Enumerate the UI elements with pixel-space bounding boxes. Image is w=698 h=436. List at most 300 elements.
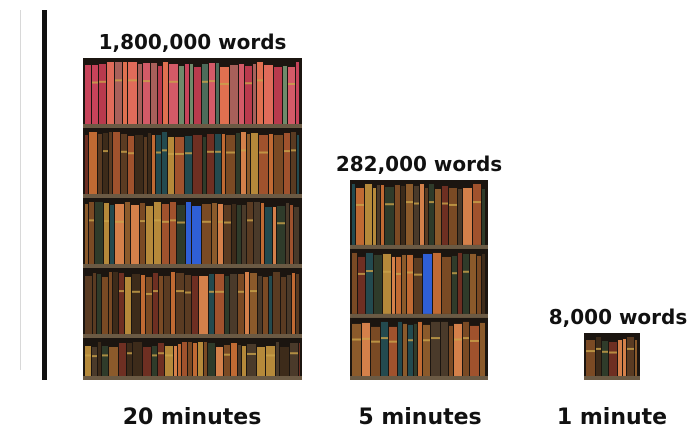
book-spine (273, 207, 276, 264)
book-spine (158, 66, 162, 124)
book-spine (452, 256, 457, 314)
book-spine (251, 133, 258, 194)
book-band (143, 80, 150, 82)
book-spine (119, 343, 126, 376)
book-spine (247, 344, 256, 376)
book-spine (193, 135, 202, 194)
book-spine (152, 135, 155, 194)
book-band (627, 348, 634, 350)
book-spine (470, 254, 476, 314)
book-spine (140, 203, 145, 264)
book-spine (297, 135, 299, 194)
book-band (128, 152, 134, 154)
book-spine (146, 277, 152, 334)
book-spine (362, 323, 370, 376)
book-spine (216, 347, 223, 376)
shelf-plank (350, 245, 488, 249)
book-band (92, 82, 98, 84)
book-band (609, 352, 617, 354)
book-spine (132, 274, 140, 334)
book-spine (371, 327, 380, 376)
book-band (463, 337, 469, 339)
book-spine (383, 254, 391, 314)
book-band (215, 291, 224, 293)
book-spine (153, 273, 158, 334)
book-spine (164, 276, 170, 334)
shelf-plank (350, 376, 488, 380)
book-band (115, 79, 122, 81)
book-spine (220, 67, 229, 124)
book-spine (482, 189, 485, 245)
book-spine (204, 342, 207, 376)
category-label: 5 minutes (358, 405, 482, 430)
book-band (185, 292, 191, 294)
book-spine (237, 205, 241, 264)
book-band (596, 348, 601, 350)
book-spine (265, 207, 272, 264)
book-band (247, 353, 256, 355)
book-spine (435, 189, 441, 245)
book-band (127, 352, 132, 354)
book-spine (286, 203, 289, 264)
book-spine (609, 342, 617, 376)
book-spine (414, 324, 417, 376)
book-spine (162, 204, 169, 264)
bar-1 (350, 180, 488, 380)
book-spine (85, 65, 91, 124)
book-band (602, 351, 608, 353)
book-band (381, 337, 388, 339)
book-spine (85, 135, 88, 194)
book-spine (113, 132, 120, 194)
book-spine (185, 136, 192, 194)
book-spine (463, 254, 469, 314)
book-spine (102, 277, 108, 334)
book-spine (253, 64, 256, 124)
book-spine (403, 324, 407, 376)
book-spine (245, 66, 252, 124)
book-spine (377, 185, 380, 245)
book-spine (85, 204, 88, 264)
book-spine (238, 345, 241, 376)
book-band (89, 219, 94, 221)
book-band (162, 149, 167, 151)
book-band (250, 290, 257, 292)
book-spine (225, 276, 229, 334)
book-band (288, 83, 295, 85)
book-spine (123, 62, 127, 124)
book-spine (192, 276, 198, 334)
book-band (356, 204, 364, 206)
book-band (99, 81, 106, 83)
book-spine (283, 66, 287, 124)
book-band (463, 271, 469, 273)
book-spine (208, 343, 215, 376)
book-band (358, 273, 365, 275)
book-band (185, 152, 192, 154)
book-band (429, 201, 434, 203)
book-spine (95, 202, 103, 264)
book-spine (226, 135, 235, 194)
book-spine (93, 273, 96, 334)
book-spine (97, 274, 101, 334)
bar-0 (83, 58, 302, 380)
book-spine (109, 347, 118, 376)
book-band (396, 273, 401, 275)
book-spine (216, 63, 219, 124)
book-spine (296, 274, 299, 334)
book-spine (414, 186, 419, 245)
book-spine (104, 203, 109, 264)
book-spine (222, 134, 225, 194)
book-band (218, 221, 223, 223)
book-band (452, 272, 457, 274)
book-spine (263, 277, 268, 334)
book-spine (230, 65, 238, 124)
book-spine (190, 64, 193, 124)
book-spine (224, 345, 230, 376)
book-band (128, 79, 137, 81)
book-band (169, 81, 178, 83)
book-band (102, 354, 108, 356)
book-spine (401, 186, 405, 245)
book-spine (441, 322, 448, 376)
book-band (104, 220, 109, 222)
book-spine (433, 253, 441, 314)
book-band (241, 149, 246, 151)
book-spine (402, 255, 406, 314)
book-spine (171, 272, 175, 334)
book-spine (144, 137, 147, 194)
book-spine (192, 206, 201, 264)
book-spine (109, 272, 112, 334)
book-spine (463, 188, 472, 245)
book-band (291, 149, 296, 151)
book-spine (269, 134, 273, 194)
book-spine (431, 322, 440, 376)
book-spine (296, 62, 299, 124)
book-band (449, 204, 457, 206)
book-spine (463, 322, 469, 376)
book-spine (423, 325, 430, 376)
book-spine (85, 276, 92, 334)
book-spine (602, 341, 608, 376)
book-band (226, 152, 235, 154)
book-spine (119, 273, 124, 334)
book-spine (154, 202, 161, 264)
book-band (119, 290, 124, 292)
book-spine (274, 67, 282, 124)
book-spine (127, 343, 132, 376)
book-spine (477, 256, 481, 314)
book-band (152, 354, 157, 356)
book-spine (128, 62, 137, 124)
book-spine (163, 62, 168, 124)
book-band (247, 219, 253, 221)
book-spine (264, 65, 273, 124)
book-spine (247, 202, 253, 264)
book-band (442, 203, 448, 205)
book-spine (414, 258, 422, 314)
book-spine (175, 137, 184, 194)
book-spine (186, 202, 191, 264)
book-band (220, 83, 229, 85)
book-band (224, 222, 231, 224)
book-spine (198, 342, 203, 376)
book-band (284, 150, 290, 152)
book-spine (98, 342, 101, 376)
book-spine (199, 276, 208, 334)
shelf-plank (83, 194, 302, 198)
book-spine (242, 205, 246, 264)
shelf-plank (83, 264, 302, 268)
book-band (586, 350, 595, 352)
book-spine (143, 347, 151, 376)
book-spine (366, 253, 373, 314)
book-spine (374, 255, 382, 314)
book-spine (152, 346, 157, 376)
book-spine (458, 253, 462, 314)
book-band (170, 219, 176, 221)
book-band (202, 81, 208, 83)
book-band (207, 151, 214, 153)
book-band (215, 151, 221, 153)
book-spine (185, 275, 191, 334)
book-spine (482, 254, 485, 314)
category-label: 1 minute (556, 405, 668, 430)
book-band (115, 221, 124, 223)
book-spine (454, 324, 462, 376)
book-band (132, 291, 140, 293)
book-band (406, 201, 413, 203)
book-band (277, 222, 285, 224)
book-spine (395, 185, 400, 245)
book-spine (121, 134, 127, 194)
book-spine (442, 257, 451, 314)
book-spine (174, 346, 177, 376)
book-band (245, 82, 252, 84)
book-band (352, 339, 361, 341)
book-band (156, 152, 161, 154)
book-band (470, 340, 479, 342)
book-band (165, 354, 173, 356)
book-spine (215, 274, 224, 334)
book-band (408, 339, 413, 341)
book-spine (128, 136, 134, 194)
book-band (423, 339, 430, 341)
book-spine (141, 275, 145, 334)
book-spine (133, 342, 142, 376)
book-spine (231, 343, 237, 376)
book-spine (125, 202, 130, 264)
book-spine (185, 64, 189, 124)
book-band (140, 220, 145, 222)
book-spine (131, 205, 139, 264)
book-spine (156, 135, 161, 194)
book-spine (266, 346, 275, 376)
book-spine (269, 276, 272, 334)
book-band (177, 222, 185, 224)
book-band (146, 293, 152, 295)
book-spine (292, 273, 295, 334)
book-band (154, 219, 161, 221)
book-spine (107, 62, 114, 124)
book-spine (135, 135, 143, 194)
book-spine (284, 133, 290, 194)
book-spine (207, 134, 214, 194)
book-spine (257, 62, 263, 124)
book-band (175, 153, 184, 155)
shelf-plank (584, 376, 640, 380)
book-spine (215, 134, 221, 194)
book-spine (635, 340, 637, 376)
book-spine (202, 64, 208, 124)
book-spine (102, 346, 108, 376)
data-label: 8,000 words (548, 305, 688, 329)
book-spine (148, 133, 151, 194)
book-band (383, 271, 391, 273)
book-spine (429, 184, 434, 245)
book-spine (230, 274, 237, 334)
book-band (103, 150, 108, 152)
book-band (259, 152, 268, 154)
book-spine (385, 187, 394, 245)
book-spine (159, 276, 163, 334)
book-spine (125, 277, 131, 334)
book-band (362, 338, 370, 340)
book-spine (177, 205, 185, 264)
book-spine (257, 347, 265, 376)
book-spine (239, 64, 244, 124)
book-spine (418, 322, 422, 376)
book-band (168, 153, 174, 155)
book-band (414, 274, 422, 276)
book-spine (274, 135, 283, 194)
book-spine (392, 257, 395, 314)
book-spine (115, 62, 122, 124)
book-spine (373, 188, 376, 245)
book-spine (294, 207, 299, 264)
book-spine (194, 67, 201, 124)
book-band (92, 355, 97, 357)
book-spine (458, 189, 462, 245)
book-spine (224, 205, 231, 264)
book-spine (381, 185, 384, 245)
book-spine (151, 63, 157, 124)
book-spine (143, 63, 150, 124)
data-label: 1,800,000 words (98, 30, 287, 54)
book-band (414, 203, 419, 205)
book-spine (170, 202, 176, 264)
book-spine (480, 323, 485, 376)
book-spine (146, 206, 153, 264)
book-spine (470, 326, 479, 376)
book-spine (168, 137, 174, 194)
book-spine (291, 132, 296, 194)
book-band (85, 354, 91, 356)
book-spine (280, 347, 289, 376)
book-spine (250, 273, 257, 334)
book-spine (408, 325, 413, 376)
book-spine (473, 184, 481, 245)
book-spine (396, 257, 401, 314)
book-spine (423, 254, 432, 314)
book-spine (98, 134, 102, 194)
book-band (121, 151, 127, 153)
book-band (407, 271, 413, 273)
book-spine (92, 347, 97, 376)
book-spine (182, 342, 187, 376)
book-spine (109, 132, 112, 194)
book-band (431, 337, 440, 339)
book-band (389, 341, 397, 343)
book-spine (115, 204, 124, 264)
book-band (454, 339, 462, 341)
book-spine (406, 184, 413, 245)
book-spine (299, 343, 300, 376)
book-spine (281, 277, 286, 334)
book-spine (449, 326, 453, 376)
book-spine (103, 133, 108, 194)
shelf-plank (83, 334, 302, 338)
book-spine (236, 133, 240, 194)
book-spine (99, 64, 106, 124)
book-spine (352, 253, 357, 314)
book-band (153, 290, 158, 292)
category-label: 20 minutes (122, 405, 262, 430)
book-spine (209, 274, 214, 334)
book-spine (193, 343, 197, 376)
book-band (371, 341, 380, 343)
book-spine (586, 340, 595, 376)
book-spine (287, 275, 291, 334)
book-band (473, 201, 481, 203)
shelf-plank (83, 124, 302, 128)
book-spine (89, 202, 94, 264)
book-spine (276, 342, 279, 376)
data-label: 282,000 words (335, 152, 503, 176)
book-spine (169, 64, 178, 124)
book-spine (110, 205, 114, 264)
book-spine (113, 272, 118, 334)
book-spine (420, 184, 424, 245)
book-spine (273, 272, 280, 334)
book-spine (352, 184, 355, 245)
book-spine (245, 272, 249, 334)
book-band (162, 221, 169, 223)
book-band (202, 221, 211, 223)
book-spine (209, 63, 215, 124)
book-spine (398, 322, 402, 376)
book-spine (259, 135, 268, 194)
book-band (366, 270, 373, 272)
book-band (176, 290, 184, 292)
book-spine (365, 184, 372, 245)
book-spine (247, 134, 250, 194)
book-spine (618, 340, 622, 376)
book-spine (92, 65, 98, 124)
book-spine (623, 339, 626, 376)
book-band (209, 291, 214, 293)
book-band (224, 354, 230, 356)
book-spine (232, 204, 236, 264)
book-band (385, 203, 394, 205)
book-spine (203, 137, 206, 194)
book-spine (162, 132, 167, 194)
book-spine (188, 342, 192, 376)
book-spine (389, 327, 397, 376)
book-spine (425, 188, 428, 245)
